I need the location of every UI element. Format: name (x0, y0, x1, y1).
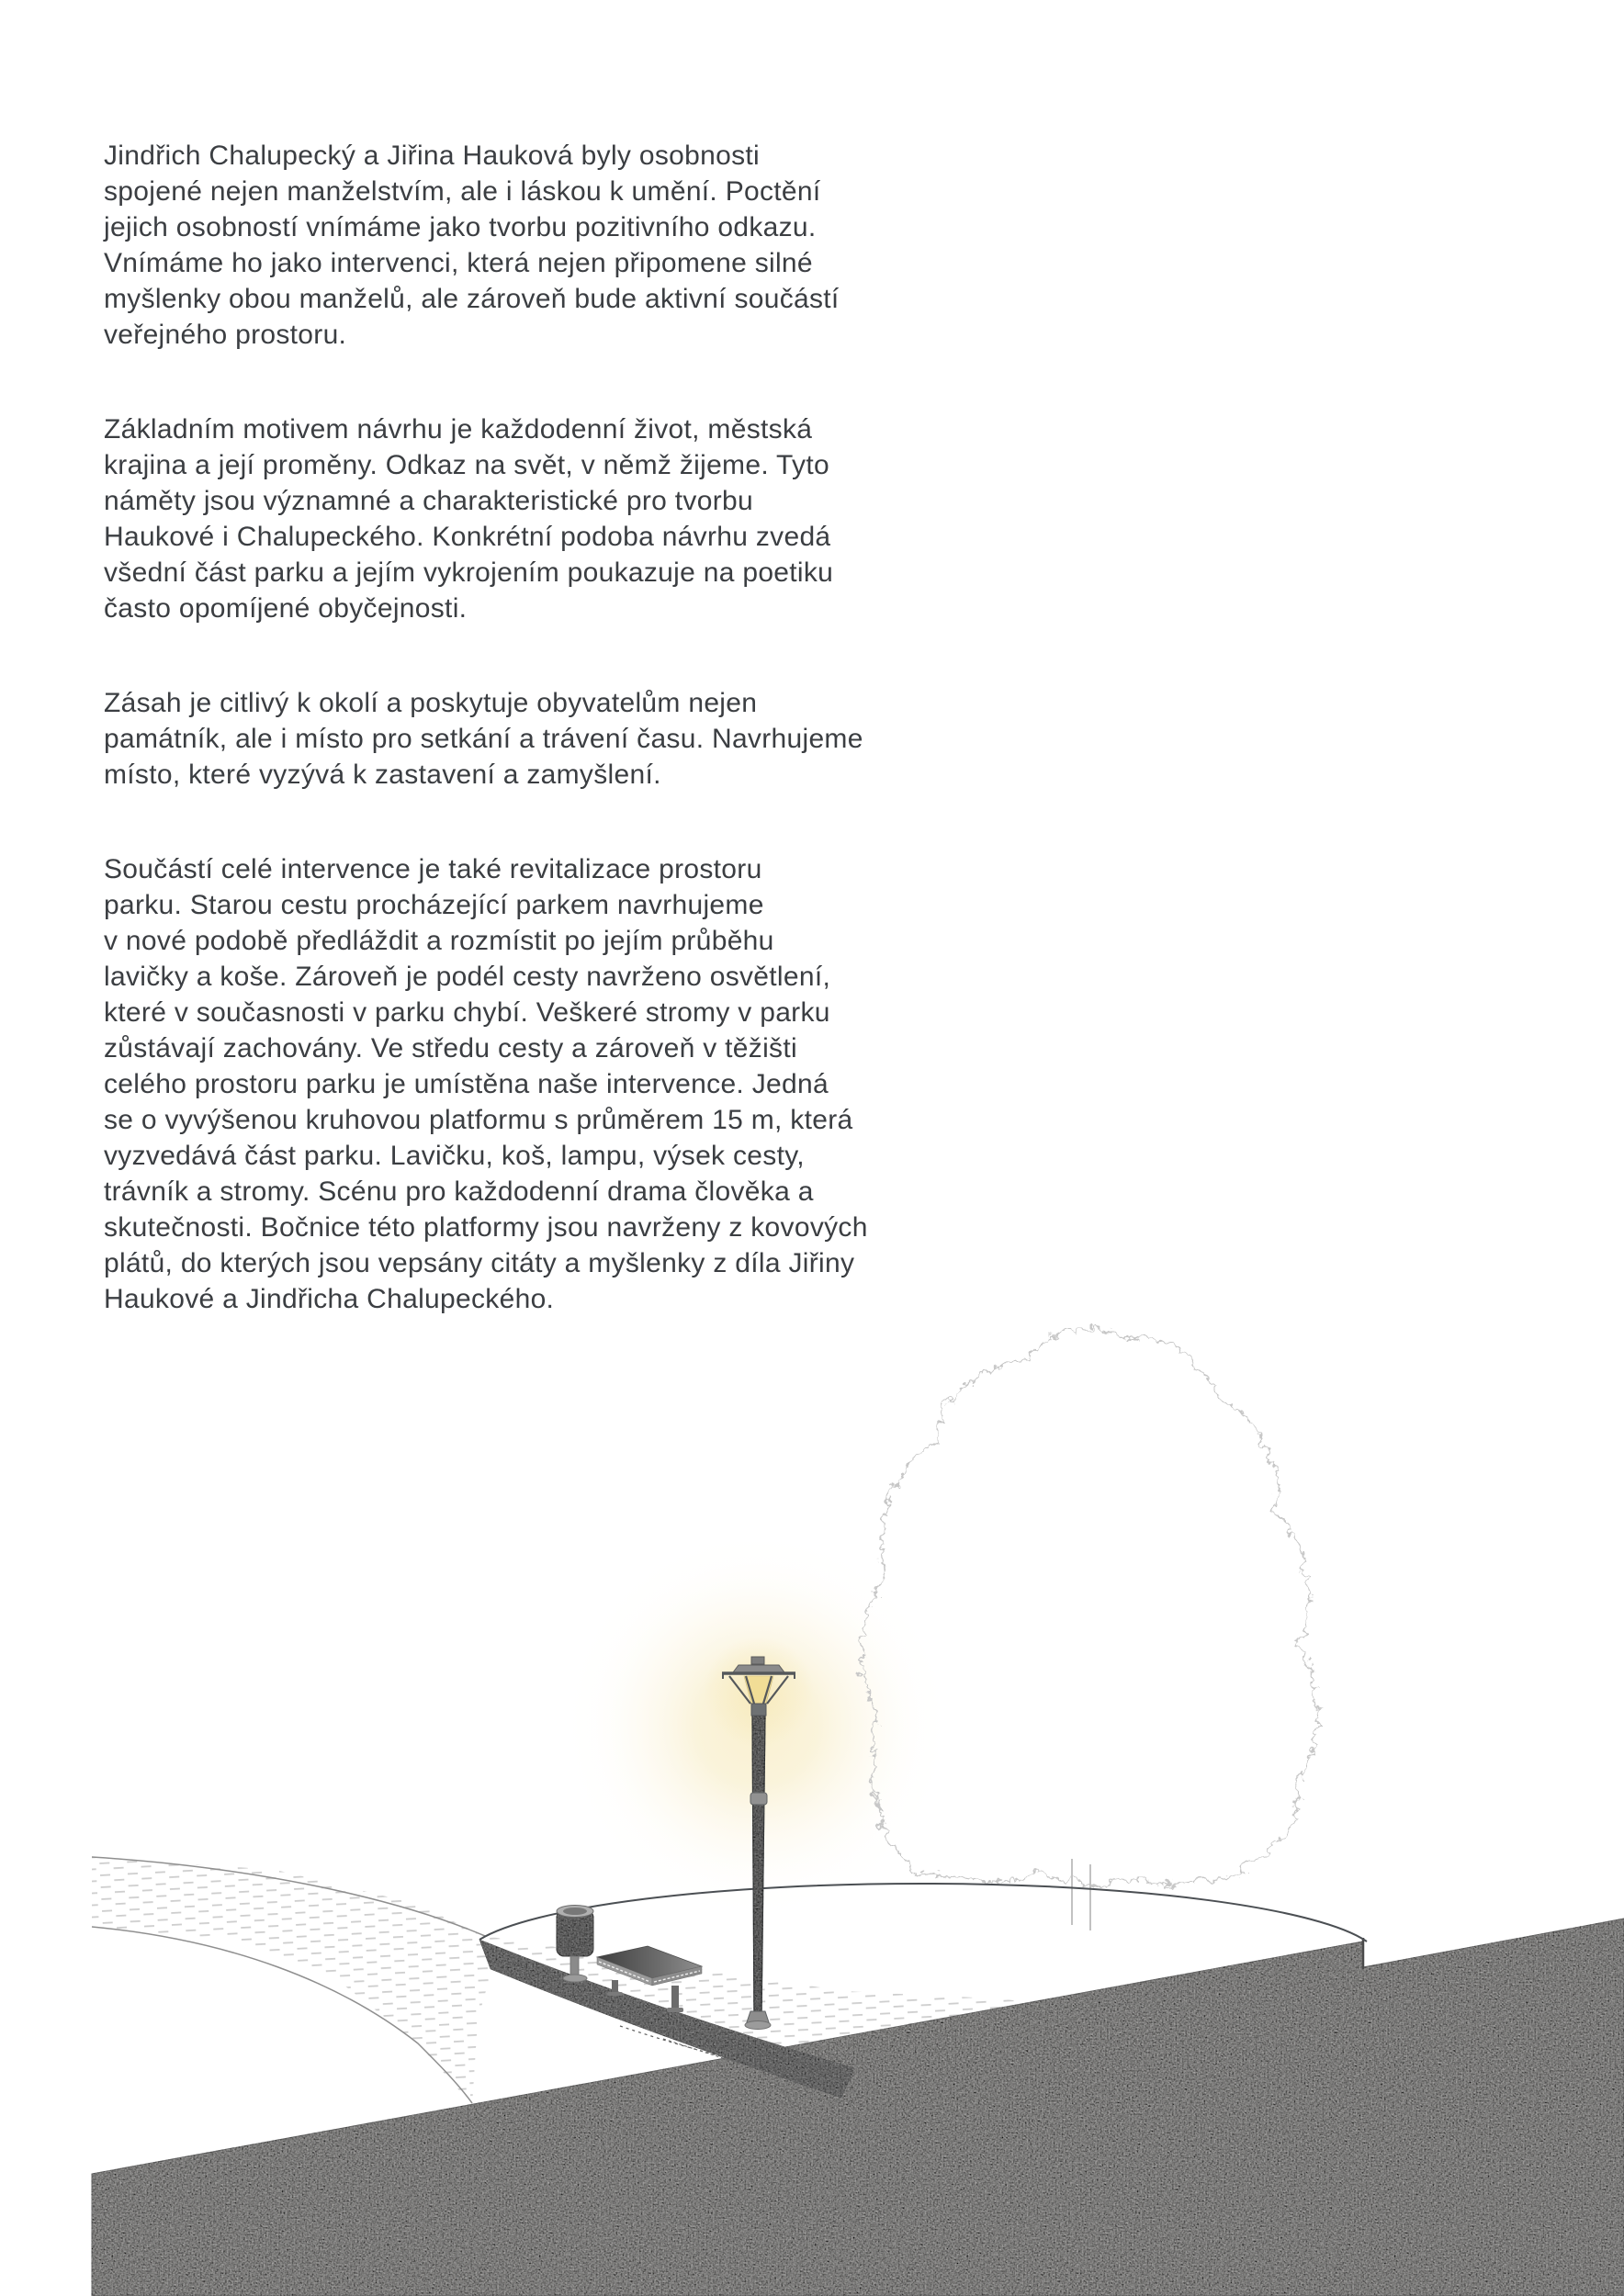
text-line: Zásah je citlivý k okolí a poskytuje obyvatelům nejen (104, 688, 758, 718)
text-line: spojené nejen manželstvím, ale i láskou k umění. Poctění (104, 176, 821, 207)
lamp-pole (752, 1716, 765, 2020)
text-line: Základním motivem návrhu je každodenní život, městská (104, 414, 813, 445)
text-line: skutečnosti. Bočnice této platformy jsou navrženy z kovových (104, 1212, 868, 1243)
lamp-bracket (751, 1704, 766, 1716)
bench-foot (607, 1992, 623, 1996)
bench-foot (667, 2008, 683, 2012)
text-line: krajina a její proměny. Odkaz na svět, v němž žijeme. Tyto (104, 450, 829, 480)
text-line: v nové podobě předláždit a rozmístit po jejím průběhu (104, 926, 774, 956)
text-line: jejich osobností vnímáme jako tvorbu pozitivního odkazu. (104, 212, 817, 242)
lamp-finial (751, 1657, 764, 1664)
text-line: se o vyvýšenou kruhovou platformu s průměrem 15 m, která (104, 1105, 853, 1135)
text-line: vyzvedává část parku. Lavičku, koš, lampu, výsek cesty, (104, 1141, 805, 1171)
text-line: plátů, do kterých jsou vepsány citáty a myšlenky z díla Jiřiny (104, 1248, 855, 1278)
text-line: Součástí celé intervence je také revitalizace prostoru (104, 854, 762, 884)
concrete-ground-section (92, 1919, 1624, 2296)
text-line: které v současnosti v parku chybí. Veškeré stromy v parku (104, 997, 830, 1028)
platform-rim (479, 1884, 1367, 1941)
text-line: Haukové a Jindřicha Chalupeckého. (104, 1284, 555, 1314)
text-line: myšlenky obou manželů, ale zároveň bude aktivní součástí (104, 284, 840, 314)
text-line: Jindřich Chalupecký a Jiřina Hauková byly osobnosti (104, 141, 760, 171)
text-line: zůstávají zachovány. Ve středu cesty a zároveň v těžišti (104, 1033, 797, 1064)
text-line: často opomíjené obyčejnosti. (104, 593, 468, 624)
text-line: místo, které vyzývá k zastavení a zamyšlení. (104, 760, 661, 790)
text-line: trávník a stromy. Scénu pro každodenní drama člověka a (104, 1176, 814, 1207)
lamp-pole-collar (750, 1793, 767, 1805)
text-line: parku. Starou cestu procházející parkem navrhujeme (104, 890, 764, 920)
bench-leg (612, 1980, 618, 1993)
text-line: Haukové i Chalupeckého. Konkrétní podoba návrhu zvedá (104, 522, 831, 552)
text-line: náměty jsou významné a charakteristické pro tvorbu (104, 486, 753, 516)
text-line: lavičky a koše. Zároveň je podél cesty navrženo osvětlení, (104, 962, 831, 992)
lamp-base-plate (745, 2021, 771, 2030)
text-line: Vnímáme ho jako intervenci, která nejen připomene silné (104, 248, 813, 278)
lamp-cap (733, 1665, 784, 1672)
text-line: všední část parku a jejím vykrojením poukazuje na poetiku (104, 557, 834, 588)
text-line: památník, ale i místo pro setkání a trávení času. Navrhujeme (104, 724, 863, 754)
text-line: celého prostoru parku je umístěna naše intervence. Jedná (104, 1069, 829, 1099)
bench-leg (671, 1986, 679, 2009)
text-line: veřejného prostoru. (104, 320, 347, 350)
